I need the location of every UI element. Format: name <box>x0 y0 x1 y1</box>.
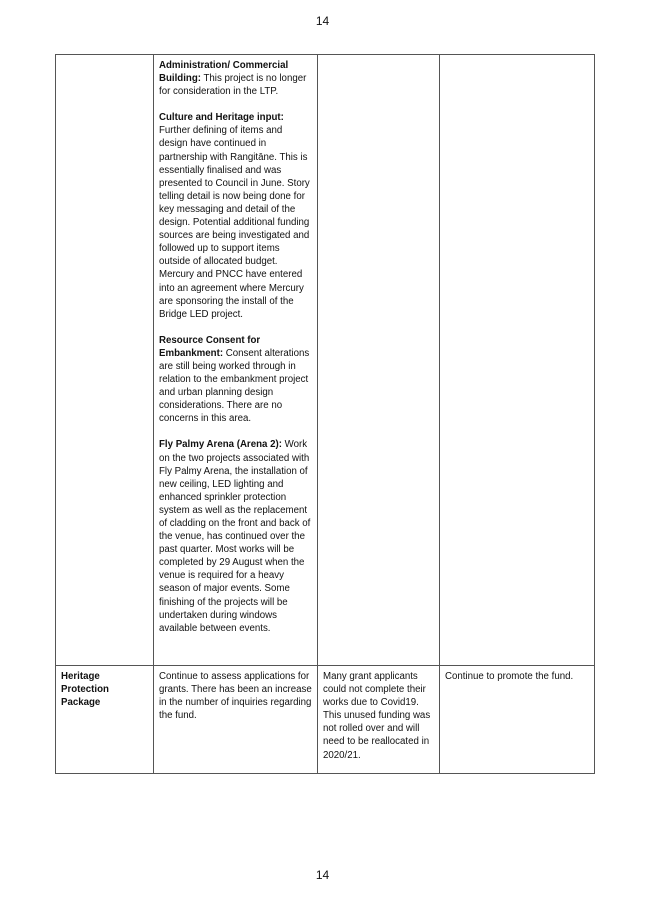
progress-cell <box>154 55 318 666</box>
paragraph-resource-consent: Resource Consent for Embankment: Consent alterations are still being worked through in relation to the embankment project and urban planning design considerations. There are no concerns in this area. <box>159 334 310 425</box>
table-row <box>56 55 595 666</box>
project-name-cell <box>56 55 154 666</box>
table-row <box>56 666 595 774</box>
project-name-cell: Heritage Protection Package <box>56 666 154 774</box>
next-steps-cell <box>440 55 595 666</box>
page-number-bottom: 14 <box>315 868 330 882</box>
project-status-table <box>55 54 595 774</box>
issues-cell: Many grant applicants could not complete their works due to Covid19. This unused funding was not rolled over and will need to be reallocated in 2020/21. <box>318 666 440 774</box>
paragraph-culture-heritage: Culture and Heritage input: Further defining of items and design have continued in partnership with Rangitāne. This is essentially finalised and was presented to Council in June. Story telling detail is now being done for key messaging and detail of the design. Potential additional funding sources are being investigated and followed up to support items outside of allocated budget. Mercury and PNCC have entered into an agreement where Mercury are sponsoring the install of the Bridge LED project. <box>159 112 310 320</box>
next-steps-cell: Continue to promote the fund. <box>440 666 595 774</box>
issues-cell <box>318 55 440 666</box>
paragraph-fly-palmy-arena: Fly Palmy Arena (Arena 2): Work on the two projects associated with Fly Palmy Arena, the installation of new ceiling, LED lighting and enhanced sprinkler protection system as well as the replacement of cladding on the front and back of the venue, has continued over the past quarter. Most works will be completed by 29 August when the venue is required for a heavy season of major events. Some finishing of the projects will be undertaken during windows available between events. <box>159 439 311 634</box>
progress-cell: Continue to assess applications for grants. There has been an increase in the number of inquiries regarding the fund. <box>154 666 318 774</box>
paragraph-admin-building: Administration/ Commercial Building: This project is no longer for consideration in the LTP. <box>159 60 307 98</box>
page-number-top: 14 <box>315 14 330 28</box>
